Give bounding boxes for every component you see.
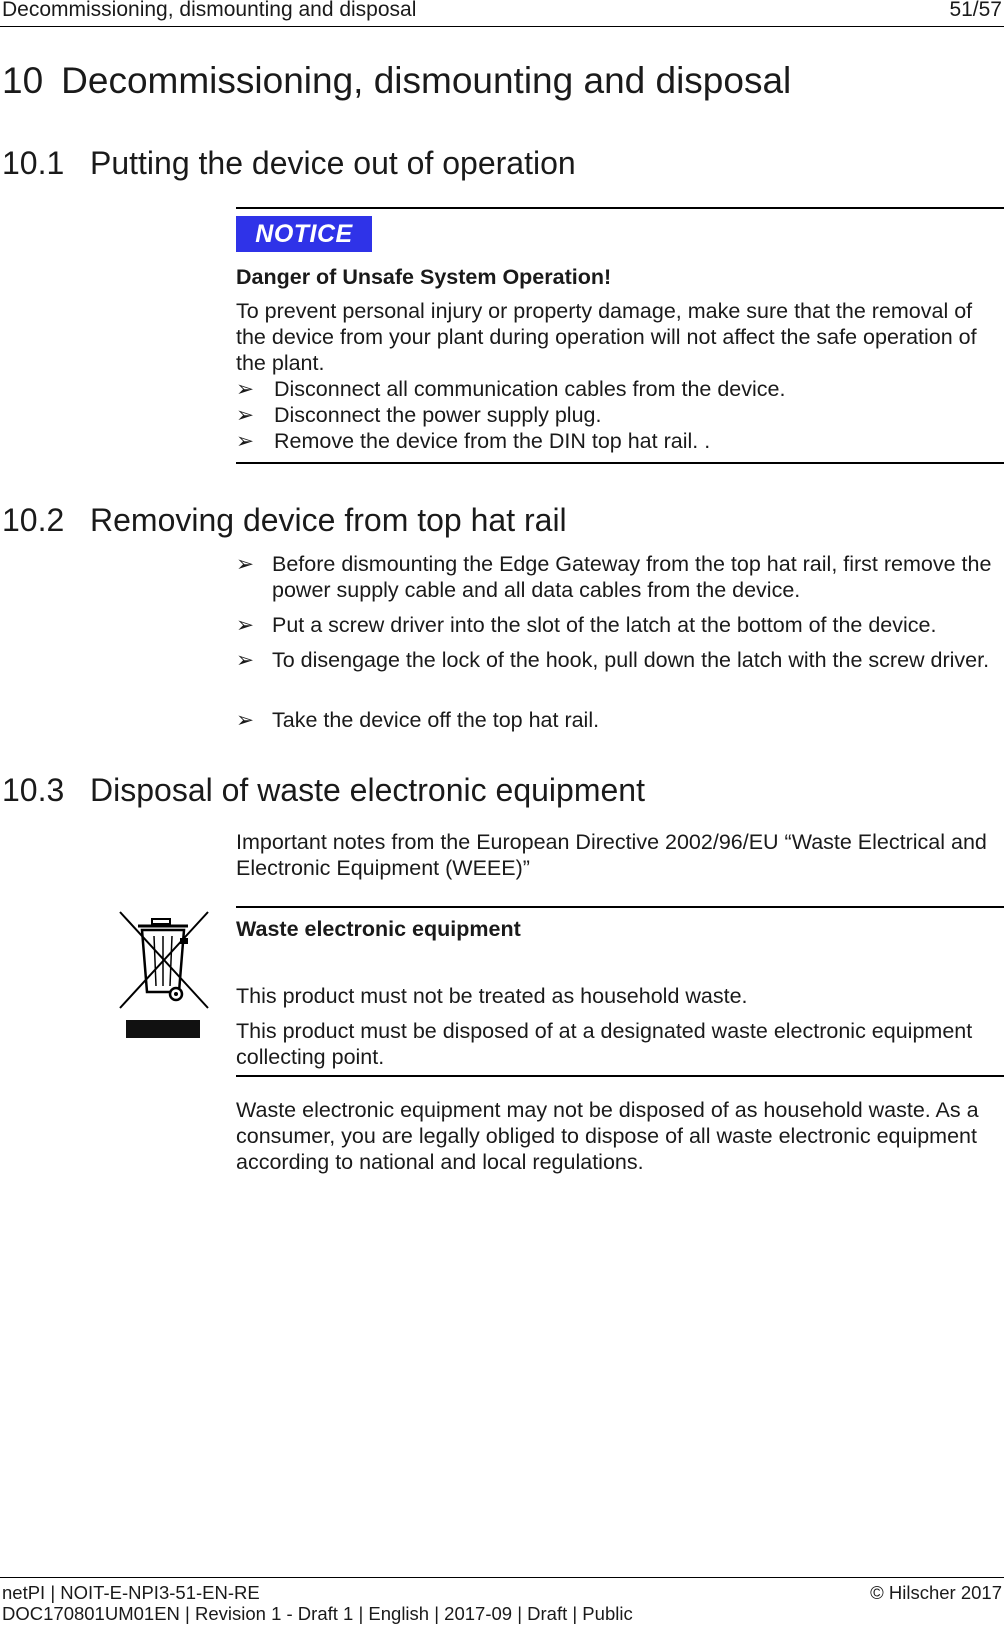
footer-copyright: © Hilscher 2017 (870, 1582, 1002, 1603)
bullet-arrow-icon: ➢ (236, 377, 255, 401)
section-title: Putting the device out of operation (90, 145, 576, 181)
footer-document-line: DOC170801UM01EN | Revision 1 - Draft 1 | English | 2017-09 | Draft | Public (2, 1603, 633, 1624)
weee-box-top-rule (236, 906, 1004, 908)
section-10-2-heading (2, 502, 567, 539)
bullet-arrow-icon: ➢ (236, 403, 255, 427)
weee-box-line-1: This product must not be treated as household waste. (236, 984, 748, 1008)
section-number: 10.1 (2, 145, 65, 181)
notice-top-rule (236, 207, 1004, 209)
section-title: Removing device from top hat rail (90, 502, 567, 538)
chapter-heading (2, 60, 791, 102)
chapter-number: 10 (2, 60, 44, 101)
notice-heading: Danger of Unsafe System Operation! (236, 265, 612, 289)
section-10-1-heading (2, 145, 576, 182)
chapter-title: Decommissioning, dismounting and disposal (61, 60, 792, 101)
notice-body: To prevent personal injury or property damage, make sure that the removal of the device from your plant during operation will not affect the safe operation of the plant. (236, 299, 977, 375)
notice-bottom-rule (236, 462, 1004, 464)
header-page-number: 51/57 (949, 0, 1002, 21)
bullet-arrow-icon: ➢ (236, 613, 255, 637)
footer-product-line: netPI | NOIT-E-NPI3-51-EN-RE (2, 1582, 260, 1603)
section-number: 10.2 (2, 502, 65, 538)
weee-box-bottom-rule (236, 1075, 1004, 1077)
weee-intro: Important notes from the European Directive 2002/96/EU “Waste Electrical and Electronic Equipment (WEEE)” (236, 830, 987, 880)
running-header (0, 0, 1004, 27)
weee-box-heading: Waste electronic equipment (236, 917, 521, 941)
section-number: 10.3 (2, 772, 65, 808)
weee-closing-text: Waste electronic equipment may not be disposed of as household waste. As a consumer, you are legally obliged to dispose of all waste electronic equipment according to national and local regulations. (236, 1098, 979, 1174)
bullet-arrow-icon: ➢ (236, 429, 255, 453)
weee-box-line-2: This product must be disposed of at a designated waste electronic equipment collecting point. (236, 1019, 973, 1069)
bullet-arrow-icon: ➢ (236, 708, 255, 732)
footer-rule (0, 1577, 1004, 1578)
notice-badge: NOTICE (236, 216, 372, 252)
section-title: Disposal of waste electronic equipment (90, 772, 645, 808)
bullet-arrow-icon: ➢ (236, 648, 255, 672)
section-10-3-heading (2, 772, 645, 809)
header-section-title: Decommissioning, dismounting and disposal (2, 0, 417, 21)
crossed-out-wheeled-bin-icon (118, 908, 210, 1040)
bullet-arrow-icon: ➢ (236, 552, 255, 576)
